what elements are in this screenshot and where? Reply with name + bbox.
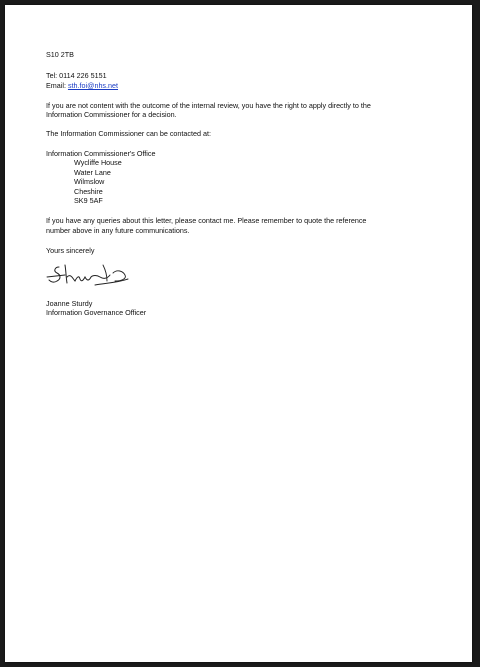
paragraph-queries-line2: number above in any future communications. bbox=[46, 226, 190, 235]
paragraph-review-line1: If you are not content with the outcome of the internal review, you have the right to apply directly to the bbox=[46, 101, 371, 110]
address-line: Water Lane bbox=[74, 168, 111, 177]
closing: Yours sincerely bbox=[46, 246, 95, 255]
paragraph-queries-line1: If you have any queries about this letter, please contact me. Please remember to quote the reference bbox=[46, 216, 367, 225]
address-line: Cheshire bbox=[74, 187, 103, 196]
signer-title: Information Governance Officer bbox=[46, 308, 147, 317]
address-line: SK9 5AF bbox=[74, 196, 103, 205]
email-link[interactable]: sth.foi@nhs.net bbox=[67, 81, 119, 90]
handwritten-signature bbox=[45, 259, 131, 293]
letter-page bbox=[5, 5, 472, 662]
address-org: Information Commissioner's Office bbox=[46, 149, 156, 158]
paragraph-review-line2: Information Commissioner for a decision. bbox=[46, 110, 177, 119]
address-line: Wilmslow bbox=[74, 177, 105, 186]
paragraph-contact: The Information Commissioner can be contacted at: bbox=[46, 129, 211, 138]
email-line bbox=[46, 81, 118, 91]
telephone: Tel: 0114 226 5151 bbox=[46, 71, 107, 80]
postcode: S10 2TB bbox=[46, 50, 74, 59]
signer-name: Joanne Sturdy bbox=[46, 299, 93, 308]
address-line: Wycliffe House bbox=[74, 158, 122, 167]
email-label: Email: bbox=[46, 81, 68, 90]
